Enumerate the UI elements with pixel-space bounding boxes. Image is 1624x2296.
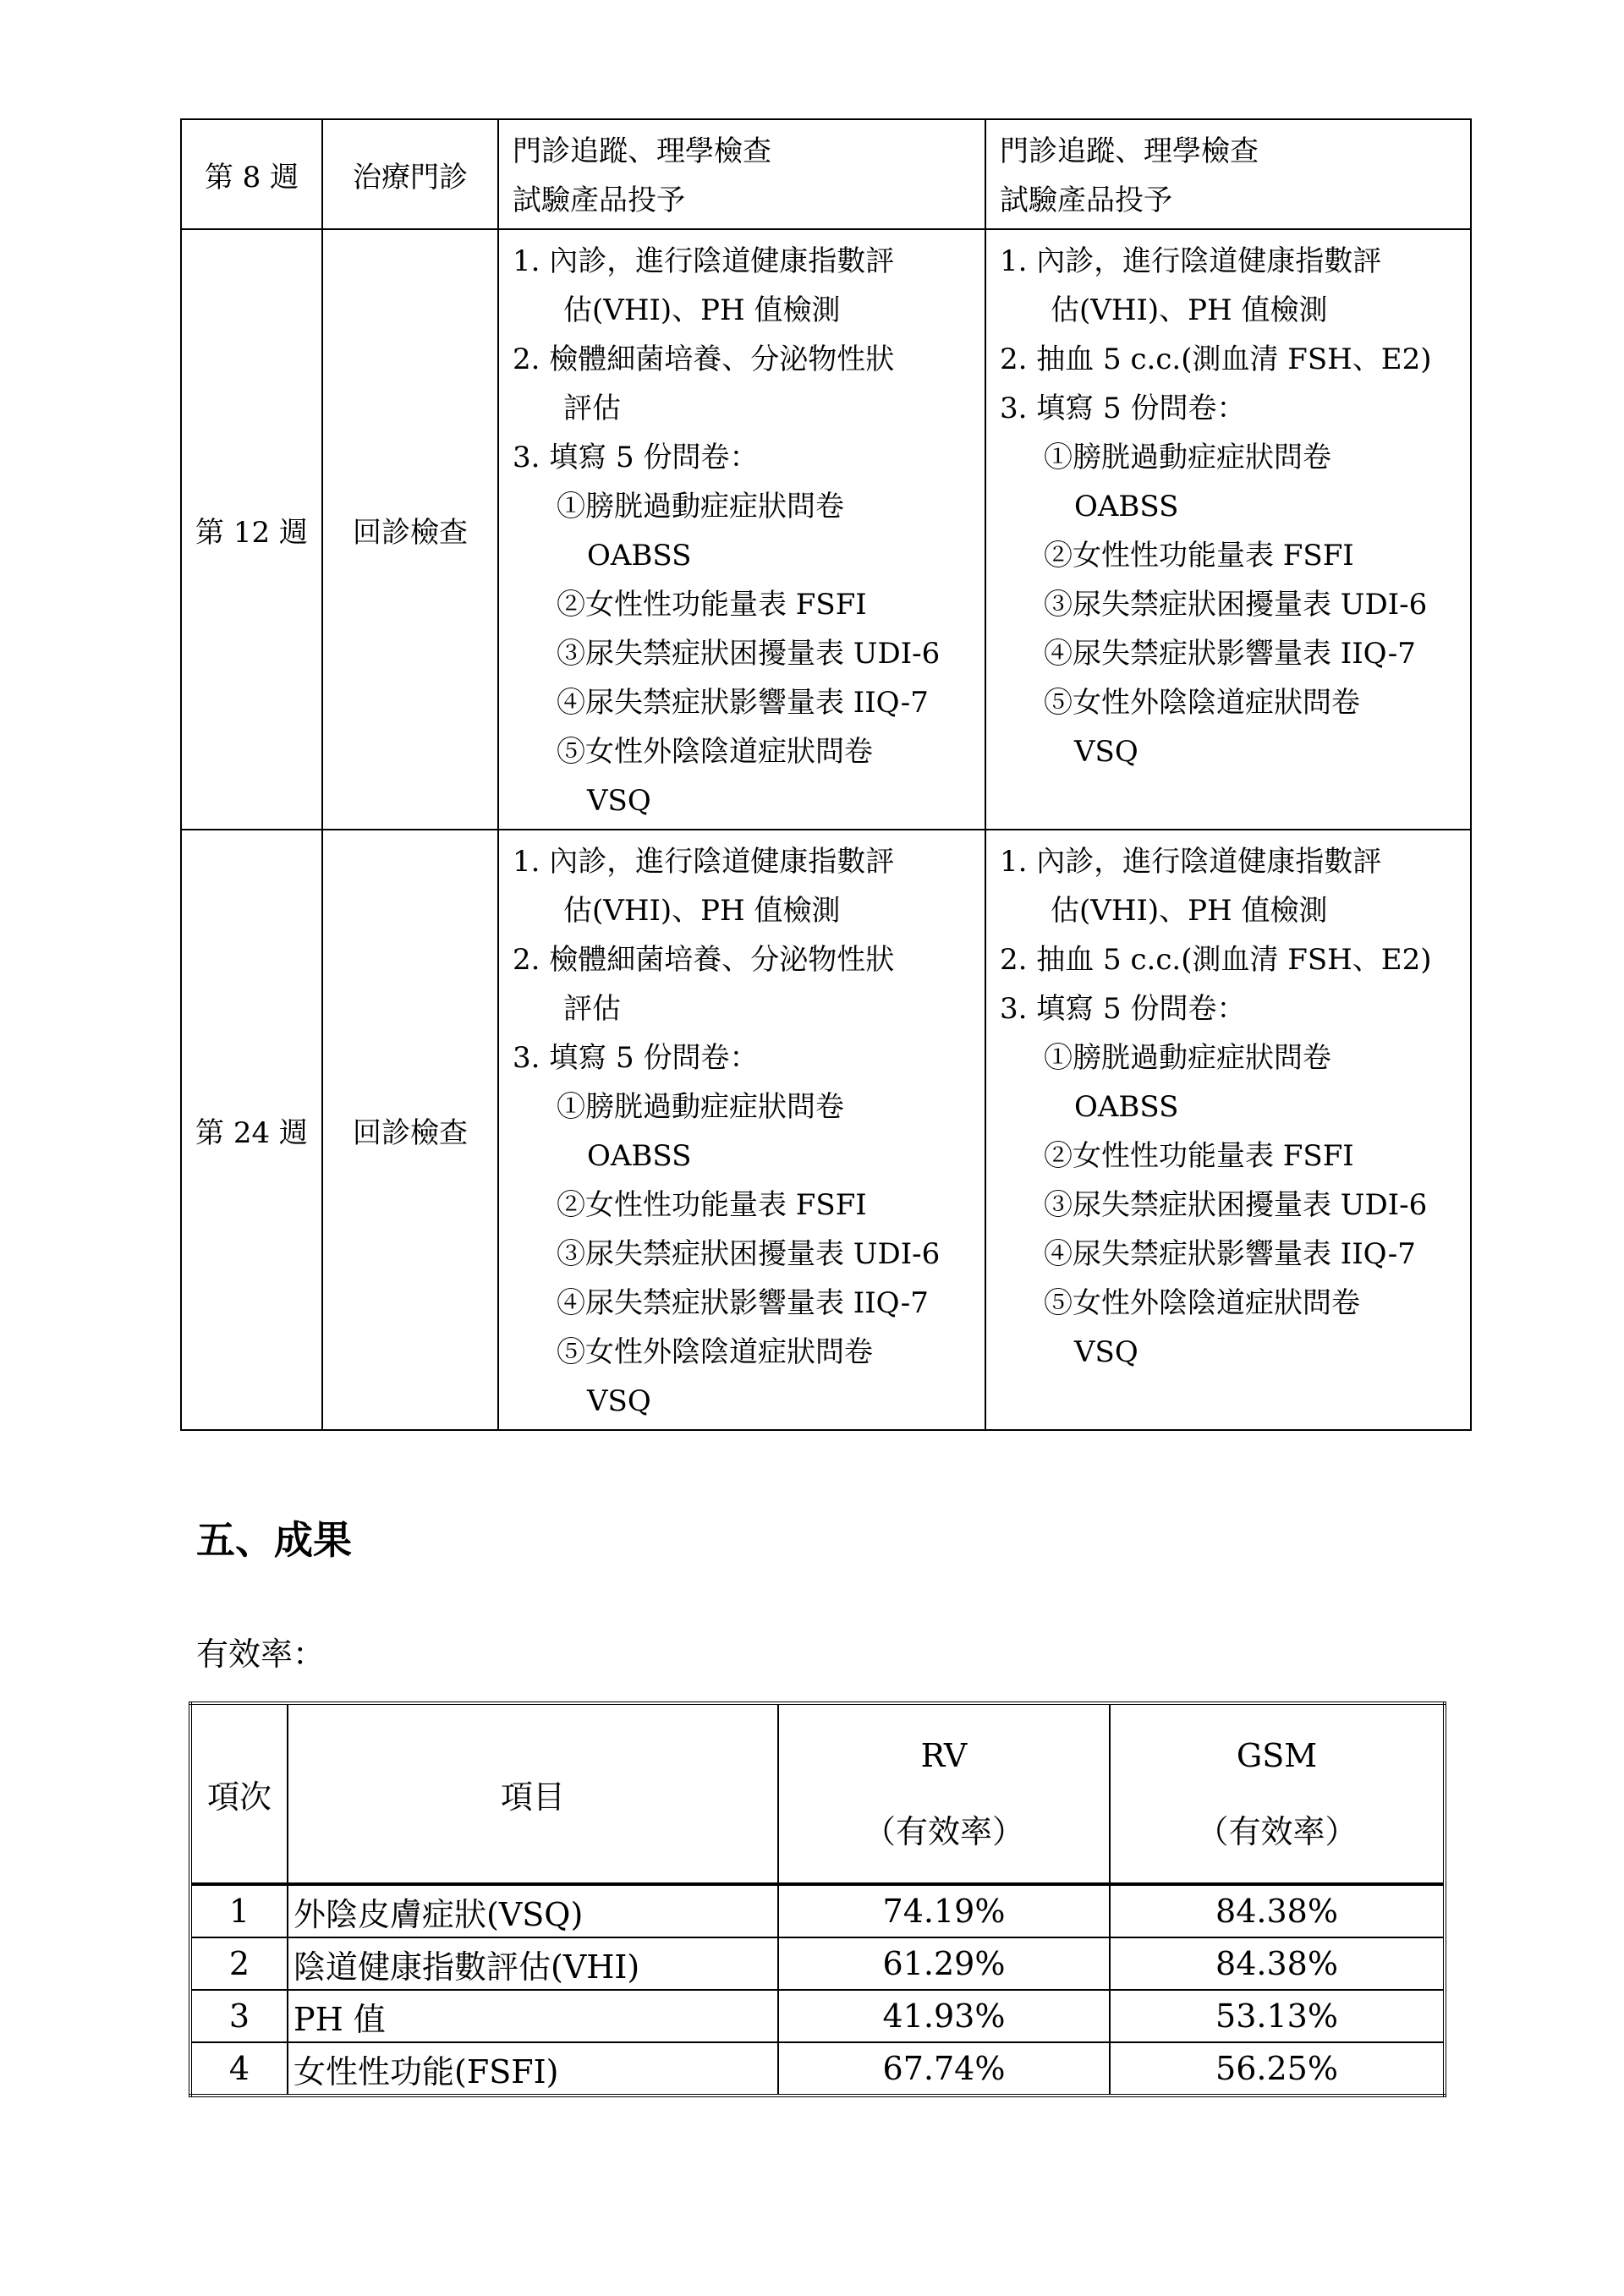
visit-type-cell: 回診檢查: [322, 229, 498, 830]
procedure-line: ③尿失禁症狀困擾量表 UDI-6: [1044, 1188, 1428, 1222]
procedure-list: [986, 230, 1470, 780]
procedure-line: 試驗產品投予: [513, 184, 685, 217]
procedures-cell-a: [498, 830, 985, 1430]
row-item: 外陰皮膚症狀(VSQ): [288, 1884, 778, 1937]
procedure-line: 1. 內診，進行陰道健康指數評: [1000, 244, 1382, 278]
header-item: 項目: [288, 1703, 778, 1884]
procedure-list: [499, 830, 985, 1429]
row-rv: 41.93%: [778, 1990, 1110, 2042]
procedure-line: 1. 內診，進行陰道健康指數評: [513, 845, 895, 879]
results-table: [189, 1701, 1446, 2097]
header-rv-rate: （有效率）: [863, 1813, 1024, 1850]
header-gsm-rate: （有效率）: [1196, 1813, 1358, 1850]
procedure-line: ①膀胱過動症症狀問卷: [557, 490, 844, 523]
schedule-row: [181, 119, 1471, 229]
schedule-row: [181, 229, 1471, 830]
procedure-list: [986, 120, 1470, 228]
procedure-line: 2. 抽血 5 c.c.(測血清 FSH、E2): [1000, 342, 1432, 376]
procedure-line: 估(VHI)、PH 值檢測: [563, 894, 841, 928]
procedure-line: 估(VHI)、PH 值檢測: [1051, 894, 1328, 928]
procedure-list: [499, 230, 985, 829]
row-rv: 74.19%: [778, 1884, 1110, 1937]
procedure-line: ④尿失禁症狀影響量表 IIQ-7: [557, 686, 929, 720]
schedule-row: [181, 830, 1471, 1430]
row-item: 陰道健康指數評估(VHI): [288, 1937, 778, 1990]
procedure-line: 1. 內診，進行陰道健康指數評: [513, 244, 895, 278]
procedure-line: 3. 填寫 5 份問卷：: [513, 441, 759, 474]
procedure-line: ④尿失禁症狀影響量表 IIQ-7: [1044, 637, 1416, 671]
visit-schedule-table: [180, 118, 1472, 1431]
procedure-line: 評估: [563, 992, 621, 1026]
row-no: 4: [190, 2042, 288, 2096]
procedures-cell-b: [985, 119, 1471, 229]
row-gsm: 56.25%: [1110, 2042, 1445, 2096]
procedure-line: ③尿失禁症狀困擾量表 UDI-6: [557, 637, 941, 671]
procedure-line: 3. 填寫 5 份問卷：: [513, 1041, 759, 1075]
row-item: 女性性功能(FSFI): [288, 2042, 778, 2096]
procedure-line: VSQ: [587, 784, 651, 818]
procedure-line: ⑤女性外陰陰道症狀問卷: [1044, 686, 1360, 720]
procedure-line: ②女性性功能量表 FSFI: [1044, 539, 1354, 573]
header-rv: [778, 1703, 1110, 1884]
procedure-line: ⑤女性外陰陰道症狀問卷: [557, 1335, 873, 1369]
results-header-row: [190, 1703, 1445, 1884]
table-row: [190, 2042, 1445, 2096]
procedure-line: VSQ: [1074, 735, 1138, 769]
procedure-line: ②女性性功能量表 FSFI: [557, 1188, 867, 1222]
procedure-line: VSQ: [1074, 1335, 1138, 1369]
week-cell: 第 12 週: [181, 229, 322, 830]
row-gsm: 53.13%: [1110, 1990, 1445, 2042]
procedure-line: 門診追蹤、理學檢查: [513, 134, 771, 168]
procedure-line: 3. 填寫 5 份問卷：: [1000, 392, 1246, 425]
procedure-line: OABSS: [1074, 1090, 1179, 1124]
procedure-line: 1. 內診，進行陰道健康指數評: [1000, 845, 1382, 879]
week-cell: 第 8 週: [181, 119, 322, 229]
header-gsm-label: GSM: [1236, 1737, 1318, 1774]
procedures-cell-b: [985, 830, 1471, 1430]
procedure-line: 評估: [563, 392, 621, 425]
procedure-line: ④尿失禁症狀影響量表 IIQ-7: [557, 1286, 929, 1320]
procedure-line: ②女性性功能量表 FSFI: [557, 588, 867, 622]
procedure-line: OABSS: [1074, 490, 1179, 523]
row-gsm: 84.38%: [1110, 1937, 1445, 1990]
visit-type-cell: 治療門診: [322, 119, 498, 229]
visit-type-cell: 回診檢查: [322, 830, 498, 1430]
procedure-line: ①膀胱過動症症狀問卷: [1044, 441, 1331, 474]
header-gsm: [1110, 1703, 1445, 1884]
effectiveness-label: 有效率：: [196, 1636, 326, 1673]
header-no: 項次: [190, 1703, 288, 1884]
procedure-line: OABSS: [587, 1139, 692, 1173]
procedure-line: 2. 檢體細菌培養、分泌物性狀: [513, 342, 895, 376]
row-rv: 61.29%: [778, 1937, 1110, 1990]
procedure-list: [499, 120, 985, 228]
row-rv: 67.74%: [778, 2042, 1110, 2096]
row-item: PH 值: [288, 1990, 778, 2042]
header-rv-label: RV: [920, 1737, 968, 1774]
procedure-line: 門診追蹤、理學檢查: [1000, 134, 1259, 168]
procedure-line: ⑤女性外陰陰道症狀問卷: [557, 735, 873, 769]
table-row: [190, 1937, 1445, 1990]
procedure-line: ⑤女性外陰陰道症狀問卷: [1044, 1286, 1360, 1320]
row-no: 1: [190, 1884, 288, 1937]
section-heading: 五、成果: [196, 1517, 352, 1563]
procedure-line: ①膀胱過動症症狀問卷: [557, 1090, 844, 1124]
procedure-line: ①膀胱過動症症狀問卷: [1044, 1041, 1331, 1075]
procedure-line: OABSS: [587, 539, 692, 573]
procedure-line: 試驗產品投予: [1000, 184, 1172, 217]
procedure-line: ②女性性功能量表 FSFI: [1044, 1139, 1354, 1173]
procedure-line: 2. 檢體細菌培養、分泌物性狀: [513, 943, 895, 977]
procedure-line: 3. 填寫 5 份問卷：: [1000, 992, 1246, 1026]
procedure-line: ③尿失禁症狀困擾量表 UDI-6: [557, 1237, 941, 1271]
row-gsm: 84.38%: [1110, 1884, 1445, 1937]
procedure-line: ④尿失禁症狀影響量表 IIQ-7: [1044, 1237, 1416, 1271]
week-cell: 第 24 週: [181, 830, 322, 1430]
procedures-cell-a: [498, 229, 985, 830]
row-no: 2: [190, 1937, 288, 1990]
procedure-line: 估(VHI)、PH 值檢測: [1051, 293, 1328, 327]
procedures-cell-a: [498, 119, 985, 229]
procedure-line: VSQ: [587, 1384, 651, 1418]
procedure-line: ③尿失禁症狀困擾量表 UDI-6: [1044, 588, 1428, 622]
table-row: [190, 1990, 1445, 2042]
row-no: 3: [190, 1990, 288, 2042]
procedure-list: [986, 830, 1470, 1380]
table-row: [190, 1884, 1445, 1937]
procedures-cell-b: [985, 229, 1471, 830]
procedure-line: 估(VHI)、PH 值檢測: [563, 293, 841, 327]
procedure-line: 2. 抽血 5 c.c.(測血清 FSH、E2): [1000, 943, 1432, 977]
